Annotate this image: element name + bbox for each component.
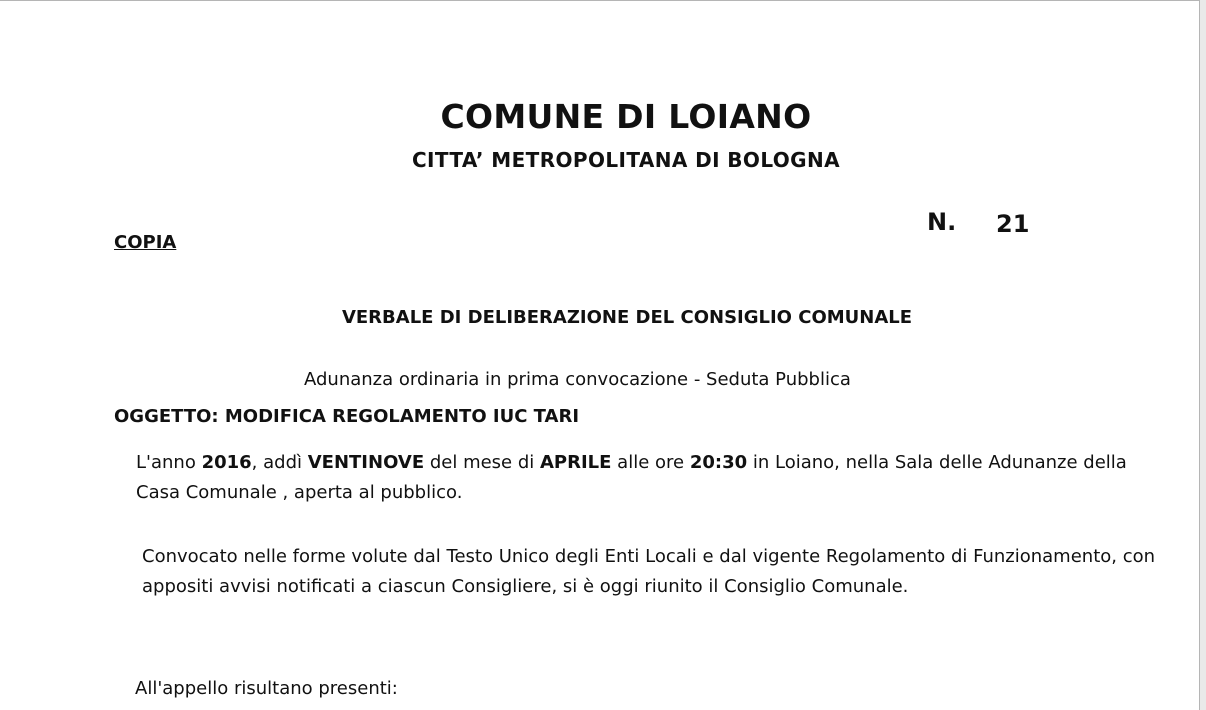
- text-segment: alle ore: [611, 452, 690, 473]
- meeting-date-paragraph: [114, 448, 1166, 508]
- number-value: 21: [996, 210, 1030, 238]
- number-label: N.: [927, 208, 957, 236]
- text-segment: del mese di: [424, 452, 540, 473]
- year-value: 2016: [201, 452, 252, 473]
- text-segment: in Loiano, nella Sala delle Adunanze della Casa Comunale , aperta al pubblico.: [136, 452, 1127, 503]
- text-segment: L'anno: [136, 452, 202, 473]
- municipality-title: COMUNE DI LOIANO: [440, 97, 812, 136]
- attendance-paragraph: All'appello risultano presenti:: [135, 678, 398, 699]
- copy-label: COPIA: [114, 232, 177, 253]
- day-value: VENTINOVE: [307, 452, 425, 473]
- subject-line: OGGETTO: MODIFICA REGOLAMENTO IUC TARI: [114, 406, 580, 427]
- metropolitan-city-subtitle: CITTA’ METROPOLITANA DI BOLOGNA: [411, 148, 841, 172]
- month-value: APRILE: [540, 452, 612, 473]
- text-segment: , addì: [251, 452, 308, 473]
- time-value: 20:30: [689, 452, 748, 473]
- convocation-paragraph: Convocato nelle forme volute dal Testo Unico degli Enti Locali e dal vigente Regolamento di Funzionamento, con appositi avvisi notificati a ciascun Consigliere, si è oggi riunito il Consiglio Comunale.: [142, 546, 1156, 597]
- document-heading: VERBALE DI DELIBERAZIONE DEL CONSIGLIO COMUNALE: [341, 307, 913, 328]
- session-line: Adunanza ordinaria in prima convocazione - Seduta Pubblica: [304, 369, 851, 390]
- viewer-gutter: [1200, 0, 1206, 710]
